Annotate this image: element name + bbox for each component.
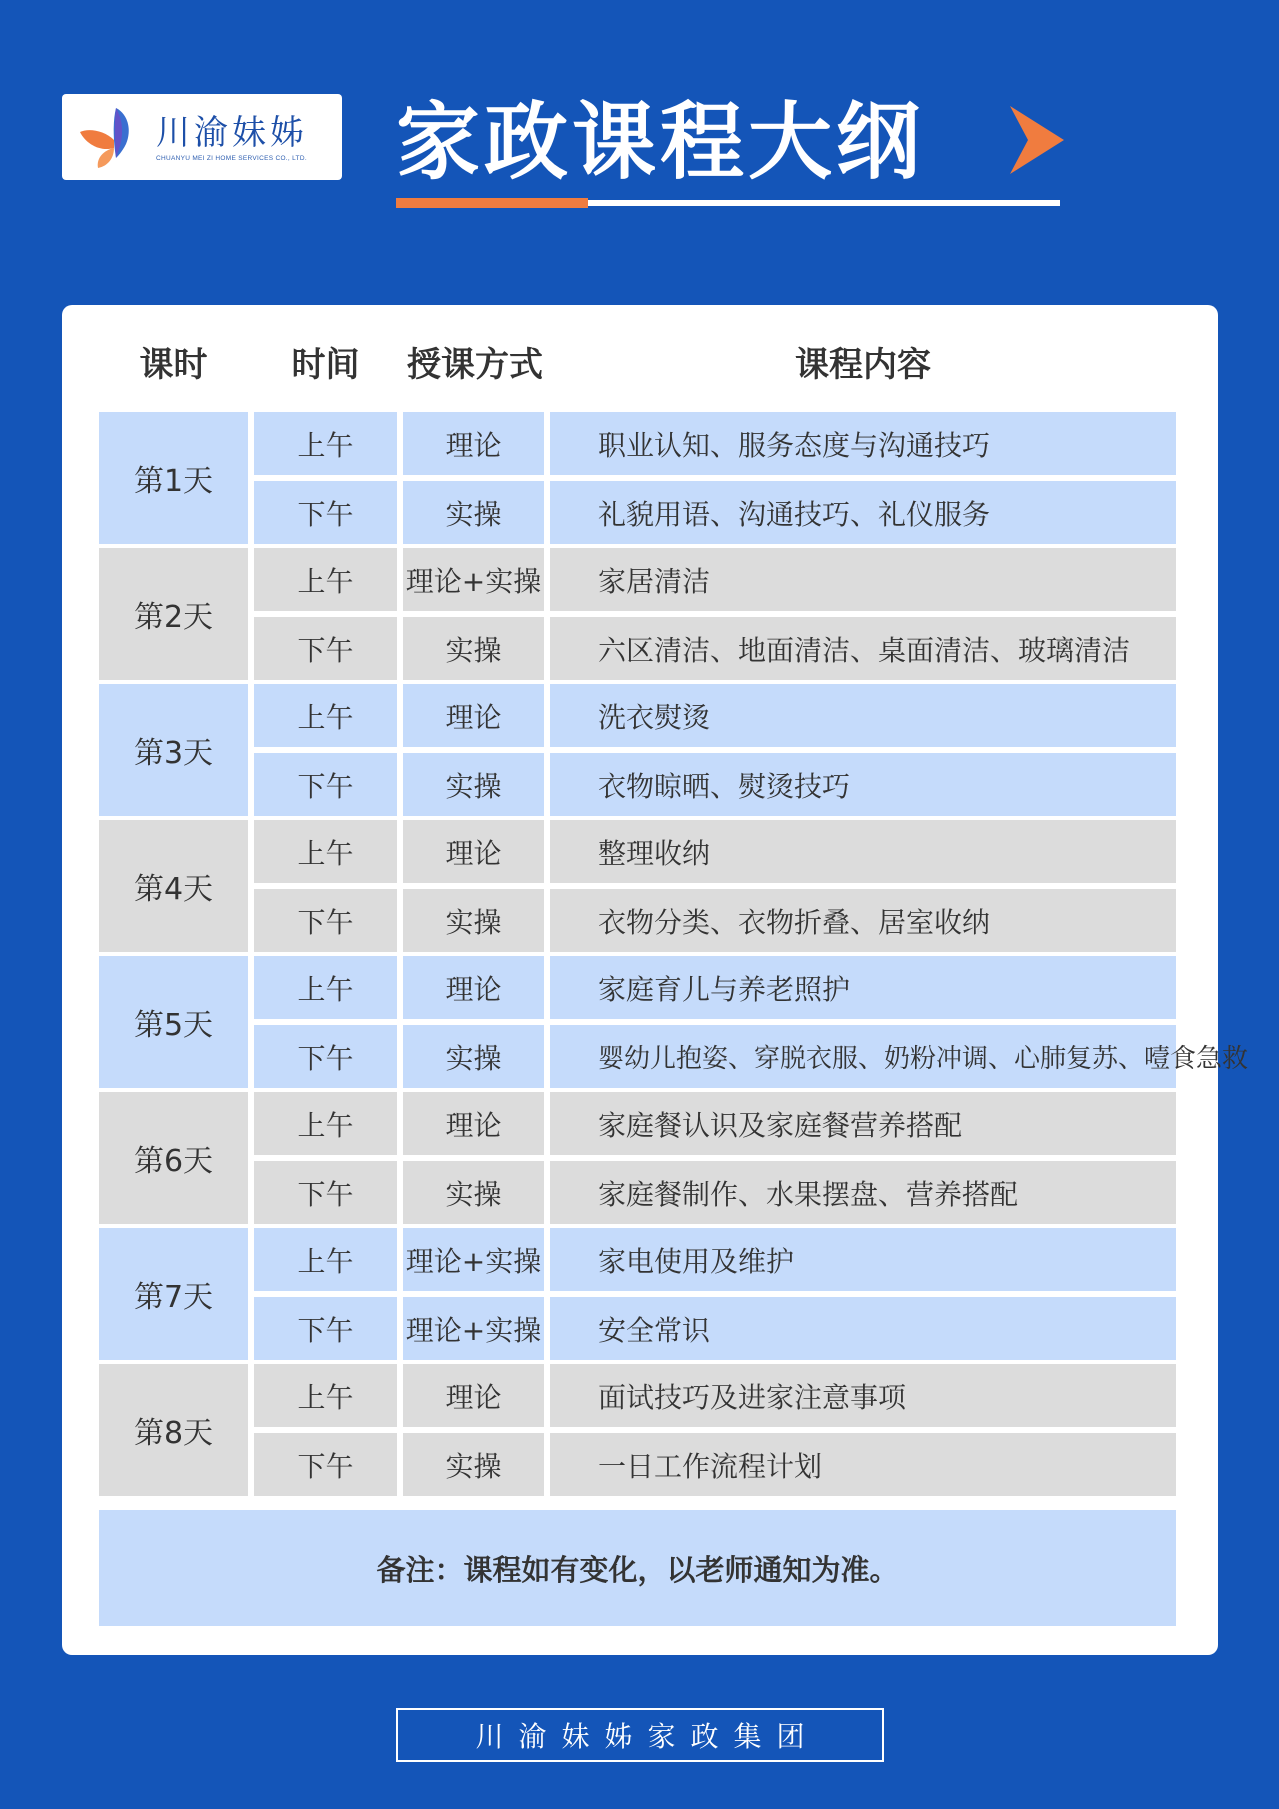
time-afternoon: 下午 xyxy=(254,1297,397,1360)
logo-name-cn: 川渝妹姊 xyxy=(156,112,308,153)
time-morning: 上午 xyxy=(254,820,397,883)
time-morning: 上午 xyxy=(254,1364,397,1427)
content-morning: 整理收纳 xyxy=(550,820,1176,883)
time-afternoon: 下午 xyxy=(254,617,397,680)
day-label: 第4天 xyxy=(99,820,248,952)
time-afternoon: 下午 xyxy=(254,1025,397,1088)
footer-company-banner xyxy=(396,1708,884,1762)
mode-morning: 理论+实操 xyxy=(403,548,544,611)
mode-afternoon: 实操 xyxy=(403,1025,544,1088)
content-afternoon: 家庭餐制作、水果摆盘、营养搭配 xyxy=(550,1161,1176,1224)
mode-morning: 理论 xyxy=(403,1364,544,1427)
day-label: 第2天 xyxy=(99,548,248,680)
time-morning: 上午 xyxy=(254,956,397,1019)
day-block-4 xyxy=(99,820,1176,952)
time-afternoon: 下午 xyxy=(254,889,397,952)
content-afternoon: 安全常识 xyxy=(550,1297,1176,1360)
title-underline-accent xyxy=(396,198,588,208)
time-afternoon: 下午 xyxy=(254,753,397,816)
logo-name-en: CHUANYU MEI ZI HOME SERVICES CO., LTD. xyxy=(156,154,307,162)
mode-morning: 理论 xyxy=(403,412,544,475)
mode-afternoon: 实操 xyxy=(403,617,544,680)
time-morning: 上午 xyxy=(254,548,397,611)
time-afternoon: 下午 xyxy=(254,481,397,544)
column-header-time: 时间 xyxy=(291,345,360,385)
footer-company-name: 川渝妹姊家政集团 xyxy=(475,1720,820,1753)
mode-morning: 理论 xyxy=(403,820,544,883)
mode-afternoon: 实操 xyxy=(403,1161,544,1224)
column-header-content: 课程内容 xyxy=(795,345,931,385)
content-morning: 洗衣熨烫 xyxy=(550,684,1176,747)
day-block-1 xyxy=(99,412,1176,544)
content-afternoon: 婴幼儿抱姿、穿脱衣服、奶粉冲调、心肺复苏、噎食急救 xyxy=(550,1025,1176,1088)
mode-afternoon: 理论+实操 xyxy=(403,1297,544,1360)
butterfly-logo-icon xyxy=(76,100,150,174)
content-morning: 面试技巧及进家注意事项 xyxy=(550,1364,1176,1427)
day-label: 第7天 xyxy=(99,1228,248,1360)
content-morning: 家电使用及维护 xyxy=(550,1228,1176,1291)
page-title: 家政课程大纲 xyxy=(396,93,925,191)
mode-afternoon: 实操 xyxy=(403,889,544,952)
content-morning: 职业认知、服务态度与沟通技巧 xyxy=(550,412,1176,475)
chevron-right-icon xyxy=(1006,106,1064,174)
content-morning: 家庭餐认识及家庭餐营养搭配 xyxy=(550,1092,1176,1155)
mode-morning: 理论+实操 xyxy=(403,1228,544,1291)
day-block-2 xyxy=(99,548,1176,680)
content-morning: 家居清洁 xyxy=(550,548,1176,611)
time-morning: 上午 xyxy=(254,684,397,747)
mode-afternoon: 实操 xyxy=(403,1433,544,1496)
mode-morning: 理论 xyxy=(403,956,544,1019)
mode-morning: 理论 xyxy=(403,1092,544,1155)
time-morning: 上午 xyxy=(254,412,397,475)
content-afternoon: 衣物分类、衣物折叠、居室收纳 xyxy=(550,889,1176,952)
day-block-3 xyxy=(99,684,1176,816)
time-afternoon: 下午 xyxy=(254,1433,397,1496)
day-label: 第3天 xyxy=(99,684,248,816)
time-morning: 上午 xyxy=(254,1092,397,1155)
mode-morning: 理论 xyxy=(403,684,544,747)
column-header-lesson: 课时 xyxy=(139,345,208,385)
time-morning: 上午 xyxy=(254,1228,397,1291)
day-block-7 xyxy=(99,1228,1176,1360)
content-afternoon: 六区清洁、地面清洁、桌面清洁、玻璃清洁 xyxy=(550,617,1176,680)
company-logo xyxy=(62,94,342,180)
mode-afternoon: 实操 xyxy=(403,481,544,544)
day-block-8 xyxy=(99,1364,1176,1496)
day-block-6 xyxy=(99,1092,1176,1224)
table-header-row xyxy=(62,305,1218,409)
day-block-5 xyxy=(99,956,1249,1088)
time-afternoon: 下午 xyxy=(254,1161,397,1224)
day-label: 第8天 xyxy=(99,1364,248,1496)
column-header-mode: 授课方式 xyxy=(407,345,543,385)
day-label: 第6天 xyxy=(99,1092,248,1224)
day-label: 第1天 xyxy=(99,412,248,544)
content-afternoon: 衣物晾晒、熨烫技巧 xyxy=(550,753,1176,816)
course-table-card xyxy=(62,305,1249,1655)
course-change-note: 备注：课程如有变化，以老师通知为准。 xyxy=(99,1510,1176,1626)
content-afternoon: 礼貌用语、沟通技巧、礼仪服务 xyxy=(550,481,1176,544)
mode-afternoon: 实操 xyxy=(403,753,544,816)
content-morning: 家庭育儿与养老照护 xyxy=(550,956,1176,1019)
content-afternoon: 一日工作流程计划 xyxy=(550,1433,1176,1496)
day-label: 第5天 xyxy=(99,956,248,1088)
